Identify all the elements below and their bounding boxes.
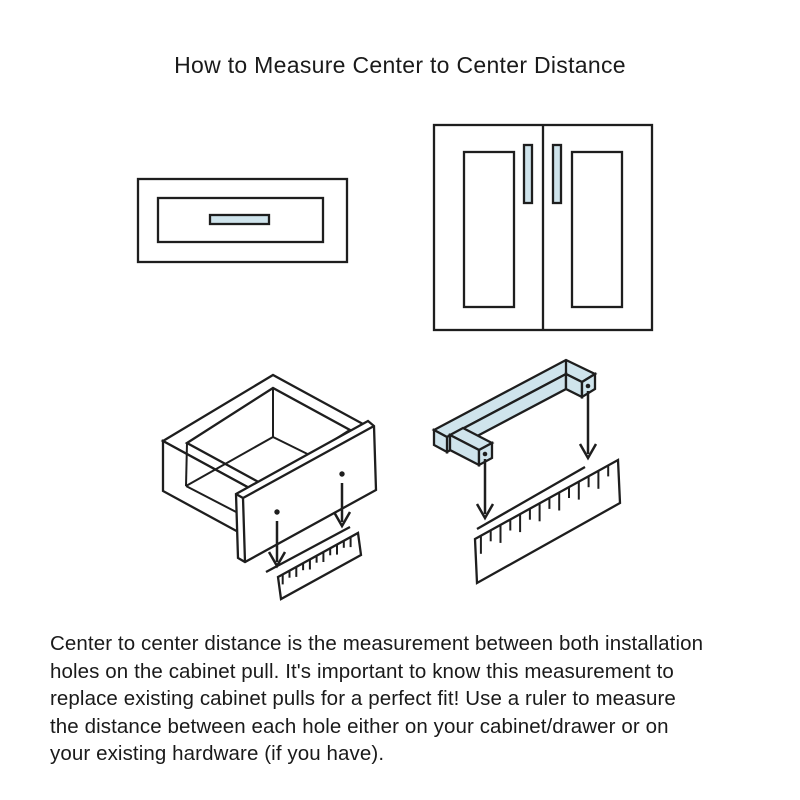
description-line: your existing hardware (if you have). xyxy=(50,742,385,765)
drawer-front-view-illustration xyxy=(138,179,347,262)
cabinet-pull-illustration xyxy=(434,360,620,583)
drawer-hole-right xyxy=(339,471,344,476)
pull-ruler xyxy=(475,460,620,583)
cabinet-right-door-panel xyxy=(572,152,622,307)
pull-measure-arrow-right xyxy=(580,391,596,458)
description-line: replace existing cabinet pulls for a perfect fit! Use a ruler to measure xyxy=(50,687,676,710)
description-line: Center to center distance is the measurement between both installation xyxy=(50,632,704,655)
description-paragraph xyxy=(50,630,758,768)
pull-right-hole xyxy=(586,384,591,389)
drawer-hole-left xyxy=(274,509,279,514)
pull-left-hole xyxy=(483,452,488,457)
page-title: How to Measure Center to Center Distance xyxy=(174,52,626,78)
cabinet-doors-illustration xyxy=(434,125,652,330)
pull-measure-arrow-left xyxy=(477,459,493,518)
drawer-front-pull-handle xyxy=(210,215,269,224)
cabinet-left-door-pull xyxy=(524,145,532,203)
isometric-drawer-illustration xyxy=(163,375,376,599)
description-line: the distance between each hole either on your cabinet/drawer or on xyxy=(50,714,669,738)
cabinet-right-door-pull xyxy=(553,145,561,203)
pull-top-face xyxy=(434,360,595,437)
description-line: holes on the cabinet pull. It's important to know this measurement to xyxy=(50,659,674,683)
cabinet-left-door-panel xyxy=(464,152,514,307)
